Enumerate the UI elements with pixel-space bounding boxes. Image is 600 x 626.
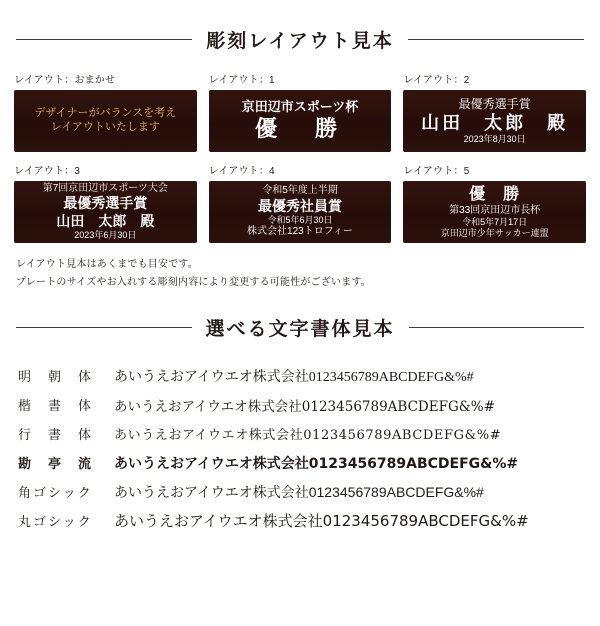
layout-sample-label: レイアウト：1	[208, 75, 275, 86]
plate-line: 2023年8月30日	[463, 134, 526, 145]
font-sample-row	[18, 361, 582, 390]
layout-sample-label: レイアウト：2	[403, 75, 470, 86]
font-sample-row	[18, 448, 582, 477]
plate-line: 2023年6月30日	[74, 230, 137, 241]
plate-line: 令和5年6月30日	[267, 215, 333, 226]
layout-sample-label: レイアウト：5	[403, 166, 470, 177]
heading-rule-left	[16, 327, 192, 328]
font-sample-text: あいうえおアイウエオ株式会社0123456789ABCDEFG&%#	[114, 483, 484, 500]
engraving-plate	[14, 90, 197, 152]
layout-section-title: 彫刻レイアウト見本	[206, 31, 394, 52]
layout-sample-label: レイアウト：おまかせ	[14, 75, 116, 86]
layout-notes	[0, 255, 600, 288]
font-name-label: 丸ゴシック	[18, 514, 93, 529]
font-name-label: 勘 亭 流	[18, 456, 94, 471]
plate-line: 山田 太郎 殿	[421, 112, 569, 133]
font-name-label: 行 書 体	[18, 427, 94, 442]
plate-line: 最優秀選手賞	[63, 195, 148, 212]
layout-sample-label: レイアウト：4	[208, 166, 275, 177]
plate-line: 令和5年度上半期	[262, 185, 338, 197]
plate-line: 第7回京田辺市スポーツ大会	[42, 182, 168, 194]
layout-note-line: レイアウト見本はあくまでも目安です。	[16, 259, 198, 270]
font-sample-text: あいうえおアイウエオ株式会社0123456789ABCDEFG&%#	[114, 455, 519, 472]
layout-sample-label: レイアウト：3	[14, 166, 81, 177]
plate-line: 山田 太郎 殿	[56, 212, 155, 229]
plate-line: 最優秀選手賞	[458, 96, 531, 111]
font-name-label: 明 朝 体	[18, 369, 94, 384]
font-sample-text: あいうえおアイウエオ株式会社0123456789ABCDEFG&%#	[114, 398, 495, 415]
plate-line: 第33回京田辺市長杯	[449, 204, 541, 216]
layout-sample-cell	[403, 162, 586, 243]
plate-line: 令和5年7月17日	[462, 217, 528, 227]
engraving-plate	[209, 90, 392, 152]
layout-section-heading	[0, 26, 600, 53]
engraving-plate	[403, 181, 586, 243]
font-sample-text: あいうえおアイウエオ株式会社0123456789ABCDEFG&%#	[114, 369, 474, 385]
page-root	[0, 26, 600, 626]
plate-line: デザイナーがバランスを考え	[34, 107, 177, 120]
plate-line: 京田辺市スポーツ杯	[241, 99, 359, 115]
plate-line: 京田辺市少年サッカー連盟	[440, 228, 549, 239]
font-section-title: 選べる文字書体見本	[205, 319, 395, 340]
layout-sample-cell	[403, 71, 586, 152]
font-sample-row	[18, 506, 582, 535]
font-sample-row	[18, 477, 582, 506]
engraving-plate	[403, 90, 586, 152]
heading-rule-left	[16, 39, 192, 40]
layout-sample-cell	[14, 71, 197, 152]
font-samples-list	[0, 361, 600, 535]
plate-line: 最優秀社員賞	[257, 197, 342, 214]
font-sample-row	[18, 390, 582, 419]
font-section-heading	[0, 314, 600, 341]
plate-line: 株式会社123トロフィー	[247, 226, 353, 238]
layout-samples-grid	[0, 71, 600, 243]
layout-note-line: プレートのサイズやお入れする彫刻内容により変更する可能性がございます。	[16, 277, 371, 288]
heading-rule-right	[408, 39, 584, 40]
heading-rule-right	[409, 327, 585, 328]
layout-sample-cell	[209, 71, 392, 152]
font-sample-text: あいうえおアイウエオ株式会社0123456789ABCDEFG&%#	[114, 428, 502, 443]
plate-line: 優 勝	[469, 185, 521, 203]
engraving-plate	[209, 181, 392, 243]
engraving-plate	[14, 181, 197, 243]
font-sample-row	[18, 419, 582, 448]
plate-line: 優 勝	[254, 116, 345, 142]
font-name-label: 角ゴシック	[18, 485, 93, 500]
layout-sample-cell	[209, 162, 392, 243]
font-sample-text: あいうえおアイウエオ株式会社0123456789ABCDEFG&%#	[114, 512, 529, 530]
plate-line: レイアウトいたします	[50, 121, 160, 133]
font-name-label: 楷 書 体	[18, 398, 94, 413]
layout-sample-cell	[14, 162, 197, 243]
